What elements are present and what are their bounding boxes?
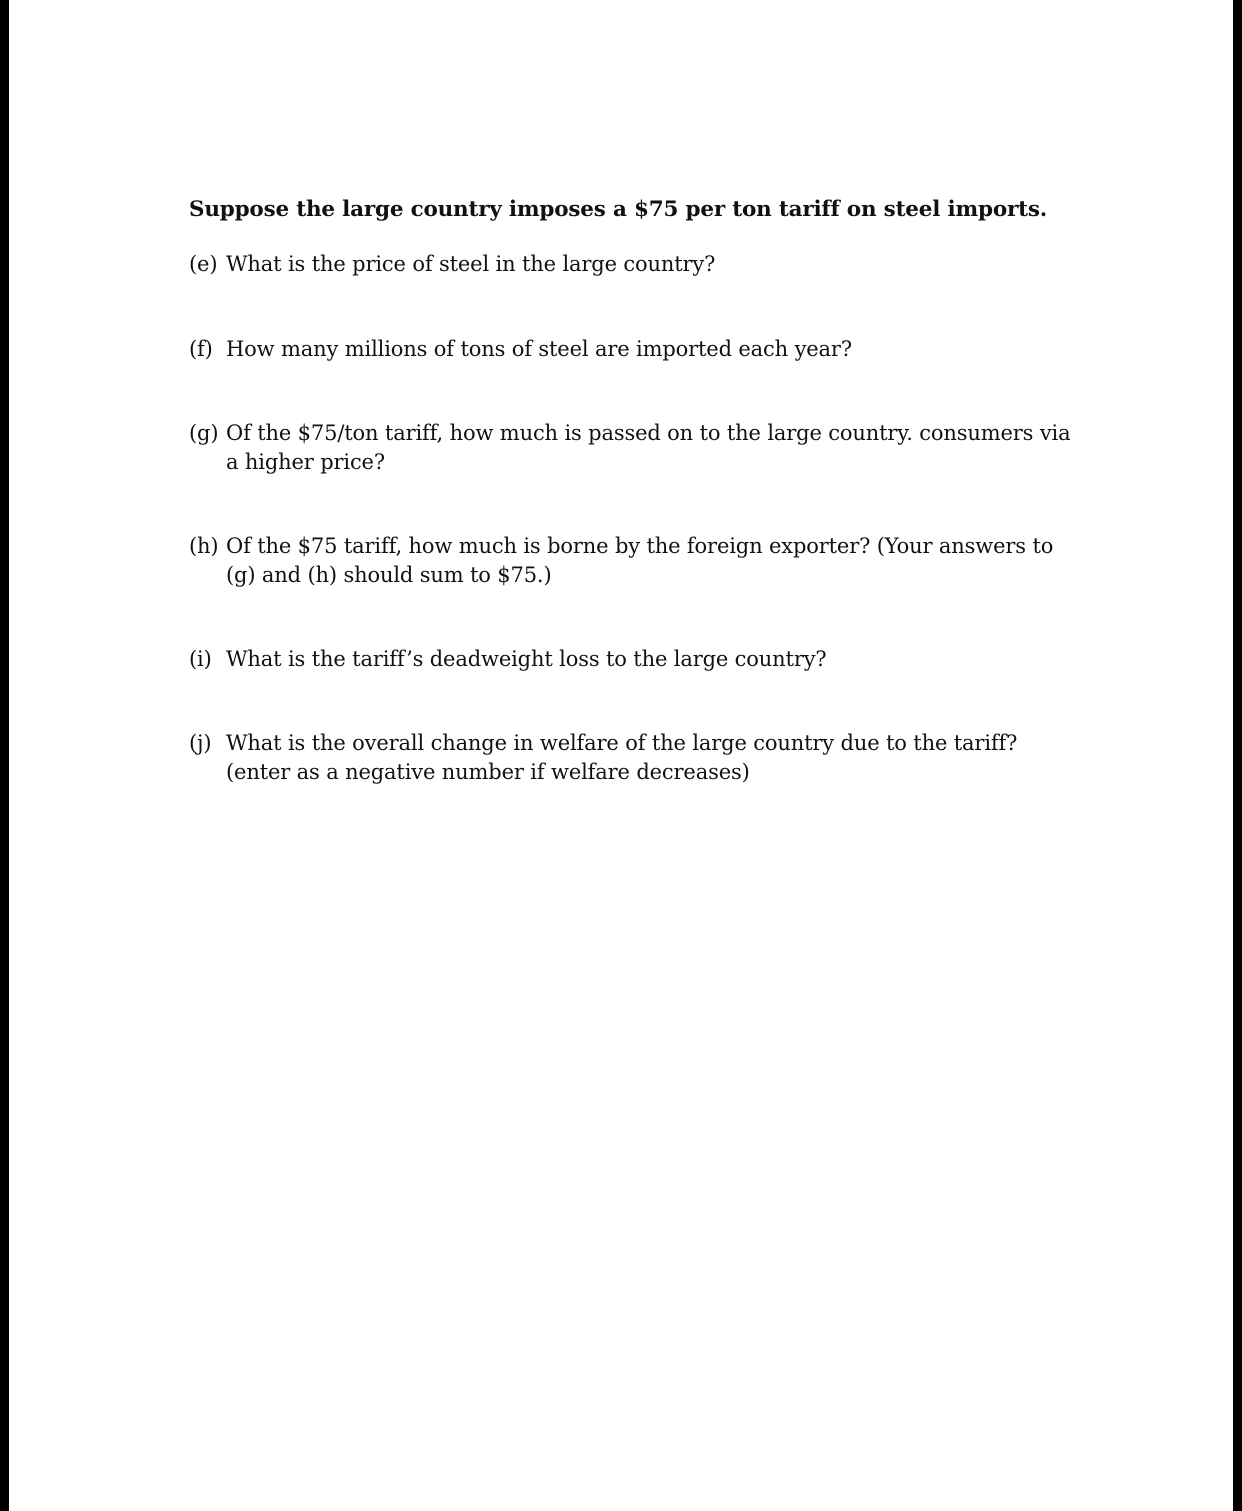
- question-g: [189, 419, 1079, 476]
- document-content: [189, 194, 1079, 784]
- document-page: [9, 0, 1233, 1511]
- question-e: [189, 250, 1079, 279]
- question-label: (f): [189, 337, 213, 361]
- question-i: [189, 645, 1079, 674]
- question-f: [189, 335, 1079, 364]
- question-j: [189, 729, 1079, 786]
- question-text: Of the $75 tariff, how much is borne by the foreign exporter? (Your answers to (g) and (h) should sum to $75.): [226, 534, 1054, 587]
- question-label: (g): [189, 421, 219, 445]
- question-text: How many millions of tons of steel are imported each year?: [226, 337, 852, 361]
- question-label: (e): [189, 252, 218, 276]
- question-text: What is the price of steel in the large country?: [226, 252, 716, 276]
- question-text: What is the tariff’s deadweight loss to the large country?: [226, 647, 827, 671]
- question-h: [189, 532, 1079, 589]
- question-label: (i): [189, 647, 212, 671]
- question-text: What is the overall change in welfare of the large country due to the tariff? (enter as a negative number if welfare decreases): [226, 731, 1018, 784]
- question-label: (h): [189, 534, 219, 558]
- question-label: (j): [189, 731, 212, 755]
- question-text: Of the $75/ton tariff, how much is passed on to the large country. consumers via a higher price?: [226, 421, 1071, 474]
- problem-heading: Suppose the large country imposes a $75 per ton tariff on steel imports.: [189, 197, 1048, 222]
